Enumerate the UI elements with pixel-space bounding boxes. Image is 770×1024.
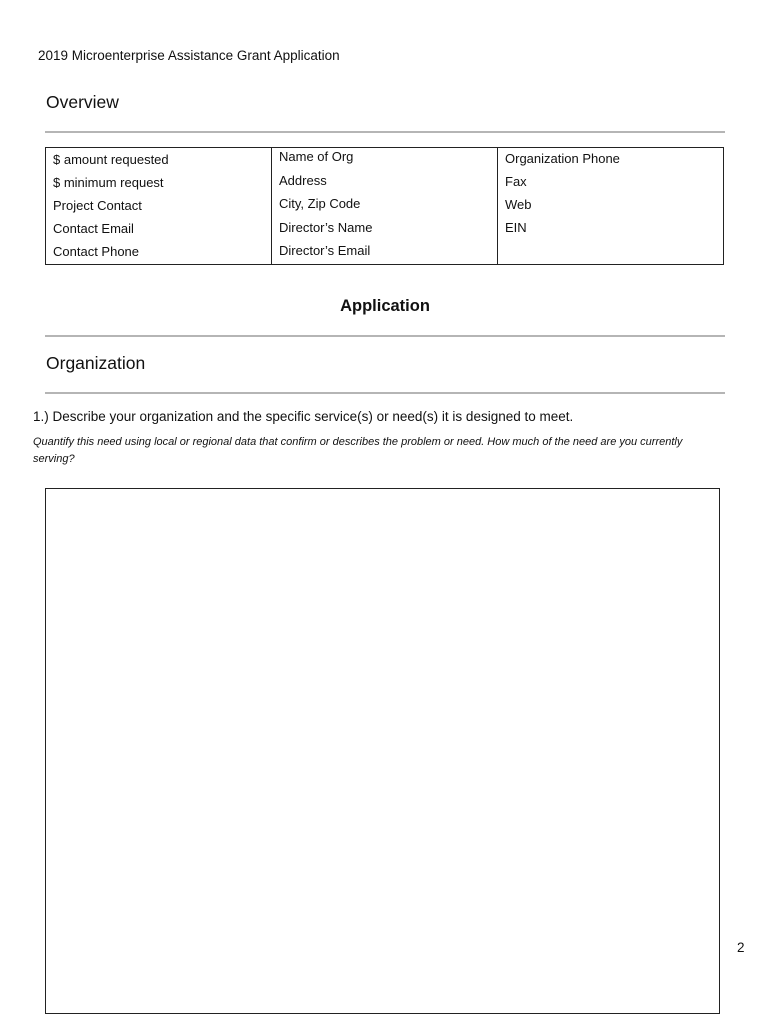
field-contact-email[interactable]: Contact Email	[53, 221, 134, 236]
field-organization-phone[interactable]: Organization Phone	[505, 151, 620, 166]
field-web[interactable]: Web	[505, 197, 532, 212]
document-title: 2019 Microenterprise Assistance Grant Application	[38, 48, 340, 63]
info-column-organization	[271, 148, 497, 264]
field-ein[interactable]: EIN	[505, 220, 527, 235]
field-minimum-request[interactable]: $ minimum request	[53, 175, 164, 190]
field-city-zip[interactable]: City, Zip Code	[279, 196, 361, 211]
field-address[interactable]: Address	[279, 172, 327, 188]
field-director-name[interactable]: Director’s Name	[279, 219, 373, 235]
field-amount-requested[interactable]: $ amount requested	[53, 152, 169, 167]
field-fax[interactable]: Fax	[505, 174, 527, 189]
question-1-hint: Quantify this need using local or regional data that confirm or describes the problem or need. How much of the need are you currently serving?	[33, 436, 683, 465]
overview-info-table	[45, 147, 724, 265]
question-1-text: 1.) Describe your organization and the specific service(s) or need(s) it is designed to meet.	[33, 409, 574, 424]
page-number: 2	[737, 940, 745, 955]
organization-heading: Organization	[46, 353, 146, 373]
field-director-email[interactable]: Director’s Email	[279, 243, 371, 258]
overview-divider	[45, 131, 725, 133]
organization-divider	[45, 392, 725, 394]
application-divider	[45, 335, 725, 337]
field-contact-phone[interactable]: Contact Phone	[53, 244, 140, 259]
field-project-contact[interactable]: Project Contact	[53, 198, 142, 213]
question-1-answer-box[interactable]	[45, 488, 720, 1014]
info-column-contact	[46, 148, 271, 264]
overview-heading: Overview	[46, 92, 119, 112]
application-heading: Application	[340, 297, 430, 315]
info-column-org-details	[497, 148, 723, 264]
field-name-of-org[interactable]: Name of Org	[279, 149, 354, 164]
